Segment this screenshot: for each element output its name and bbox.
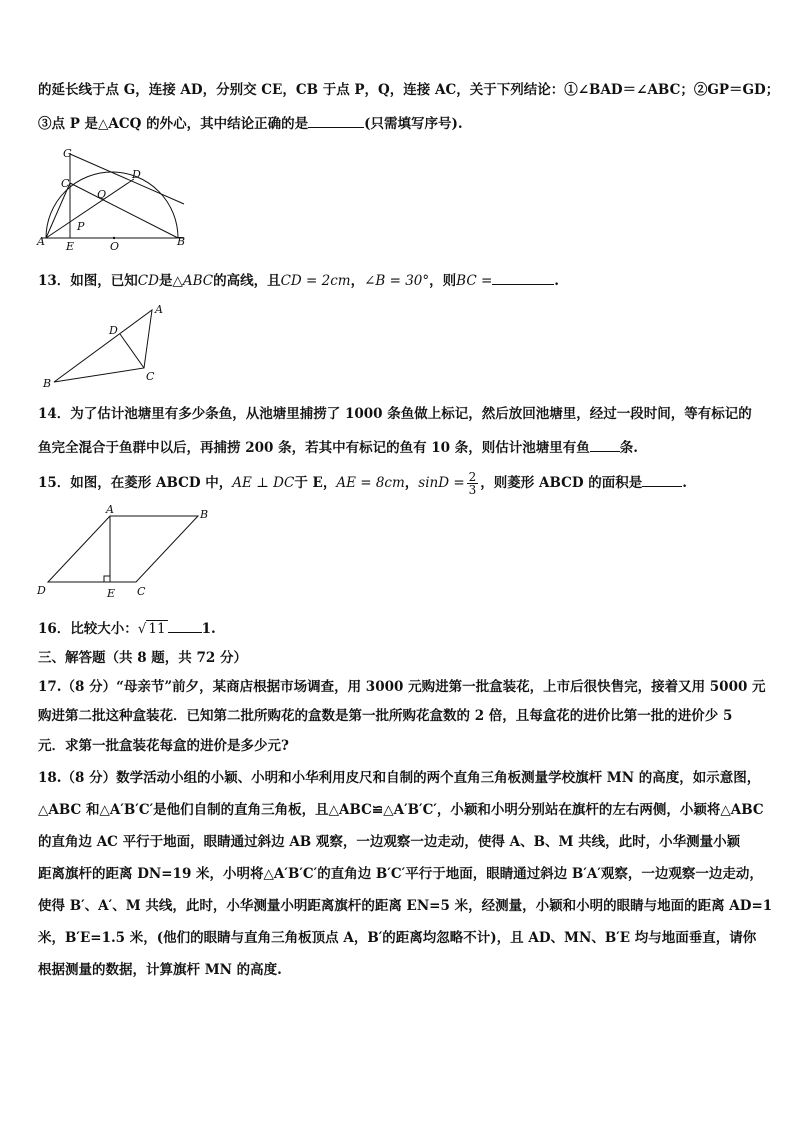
tangent-gd: [70, 154, 184, 204]
q15-text-2: ，则菱形 ABCD 的面积是: [480, 475, 643, 491]
label-a: A: [37, 235, 45, 248]
q13-condition-cd: CD = 2cm: [280, 273, 351, 289]
q13-sep: ，: [350, 273, 365, 289]
q16-answer-blank[interactable]: [168, 618, 202, 633]
q15-line: [38, 471, 758, 496]
q15-fraction-numerator: 2: [468, 470, 477, 484]
label-d: D: [109, 324, 118, 337]
label-b: B: [177, 235, 186, 248]
q18-line-1: 18.（8 分）数学活动小组的小颖、小明和小华利用皮尺和自制的两个直角三角板测量学校旗杆 MN 的高度，如示意图，: [38, 770, 761, 786]
q15-answer-blank[interactable]: [642, 472, 682, 487]
triangle-abc: [54, 310, 152, 382]
q15-fraction-denominator: 3: [468, 483, 477, 497]
q13-text-3: ，则: [429, 273, 457, 289]
q13-answer-blank[interactable]: [492, 270, 554, 285]
q14-answer-blank[interactable]: [590, 437, 620, 452]
rhombus-abcd: [48, 516, 198, 582]
q18-line-6: 米，B′E=1.5 米，(他们的眼睛与直角三角板顶点 A，B′的距离均忽略不计)，且 AD、MN、B′E 均与地面垂直，请你: [38, 930, 757, 946]
q16-radicand: 11: [148, 621, 166, 637]
label-c: C: [137, 585, 146, 598]
q18-line-4: 距离旗杆的距离 DN=19 米，小明将△A′B′C′的直角边 B′C′平行于地面，眼睛通过斜边 B′A′观察，一边观察一边走动，: [38, 866, 763, 882]
q17-line-1: 17.（8 分）“母亲节”前夕，某商店根据市场调查，用 3000 元购进第一批盒装花，上市后很快售完，接着又用 5000 元: [38, 679, 766, 695]
label-e: E: [66, 240, 75, 252]
q12-line-2-text: ③点 P 是△ACQ 的外心，其中结论正确的是: [38, 116, 309, 132]
q13-intro: 13．如图，已知: [38, 273, 138, 289]
q18-line-5: 使得 B′、A′、M 共线，此时，小华测量小明距离旗杆的距离 EN=5 米，经测量，小颖和小明的眼睛与地面的距离 AD=1: [38, 898, 773, 914]
figure-12-semicircle: [34, 142, 194, 252]
label-q: Q: [97, 188, 107, 201]
center-point-o: [113, 237, 115, 239]
q15-end: .: [682, 475, 687, 491]
label-d: D: [37, 584, 46, 597]
q13-condition-angle: ∠B = 30°: [364, 273, 430, 289]
altitude-cd: [120, 334, 144, 368]
right-angle-mark: [104, 576, 110, 582]
q16-intro: 16．比较大小：: [38, 621, 138, 637]
label-b: B: [43, 377, 52, 390]
q15-condition-perp: AE ⊥ DC: [232, 475, 295, 491]
q13-segment-cd: CD: [137, 273, 159, 289]
q13-text-2: 的高线，且: [213, 273, 281, 289]
q15-condition-sin: sinD =: [418, 475, 465, 491]
figure-13-triangle: [40, 300, 180, 392]
label-g: G: [63, 147, 72, 160]
label-a: A: [106, 503, 114, 516]
q16-sqrt: √ 11: [137, 621, 166, 637]
q15-condition-ae: AE = 8cm: [336, 475, 405, 491]
label-b: B: [200, 508, 209, 521]
q18-line-2: △ABC 和△A′B′C′是他们自制的直角三角板，且△ABC≌△A′B′C′，小颖和小明分别站在旗杆的左右两侧，小颖将△ABC: [38, 802, 764, 818]
label-c: C: [61, 177, 70, 190]
q14-line-2-tail: 条.: [619, 440, 638, 456]
q16-line: [38, 618, 758, 639]
label-o: O: [110, 240, 120, 252]
q14-line-1: 14．为了估计池塘里有多少条鱼，从池塘里捕捞了 1000 条鱼做上标记，然后放回池塘里，经过一段时间，等有标记的: [38, 406, 752, 422]
q17-line-2: 购进第二批这种盒装花．已知第二批所购花的盒数是第一批所购花盒数的 2 倍，且每盒花的进价比第一批的进价少 5: [38, 708, 733, 724]
q14-line-2-text: 鱼完全混合于鱼群中以后，再捕捞 200 条，若其中有标记的鱼有 10 条，则估计池塘里有鱼: [38, 440, 590, 456]
q18-line-7: 根据测量的数据，计算旗杆 MN 的高度.: [38, 962, 282, 978]
q15-sep: ，: [404, 475, 419, 491]
section-3-title: 三、解答题（共 8 题，共 72 分）: [38, 650, 247, 666]
q13-ask: BC =: [456, 273, 493, 289]
q13-end: .: [554, 273, 559, 289]
q15-text-1: 于 E，: [294, 475, 337, 491]
q15-fraction: [467, 471, 479, 496]
label-d: D: [132, 168, 141, 181]
q12-answer-blank[interactable]: [308, 113, 364, 128]
label-a: A: [155, 303, 163, 316]
label-c: C: [146, 370, 155, 383]
q13-text-1: 是: [158, 273, 173, 289]
q13-line: [38, 270, 758, 291]
q14-line-2: [38, 437, 758, 458]
label-e: E: [107, 587, 116, 600]
q17-line-3: 元．求第一批盒装花每盒的进价是多少元?: [38, 738, 289, 754]
q12-line-1: 的延长线于点 G，连接 AD，分别交 CE，CB 于点 P，Q，连接 AC，关于下列结论：①∠BAD＝∠ABC；②GP＝GD；: [38, 82, 780, 98]
q18-line-3: 的直角边 AC 平行于地面，眼睛通过斜边 AB 观察，一边观察一边走动，使得 A、B、M 共线，此时，小华测量小颖: [38, 834, 741, 850]
q13-triangle: △ABC: [172, 273, 214, 289]
q12-line-2: [38, 113, 758, 134]
q15-intro: 15．如图，在菱形 ABCD 中，: [38, 475, 233, 491]
label-p: P: [77, 220, 85, 233]
figure-15-rhombus: [34, 502, 224, 600]
q12-line-2-tail: (只需填写序号).: [364, 116, 463, 132]
q16-tail: 1.: [201, 621, 216, 637]
